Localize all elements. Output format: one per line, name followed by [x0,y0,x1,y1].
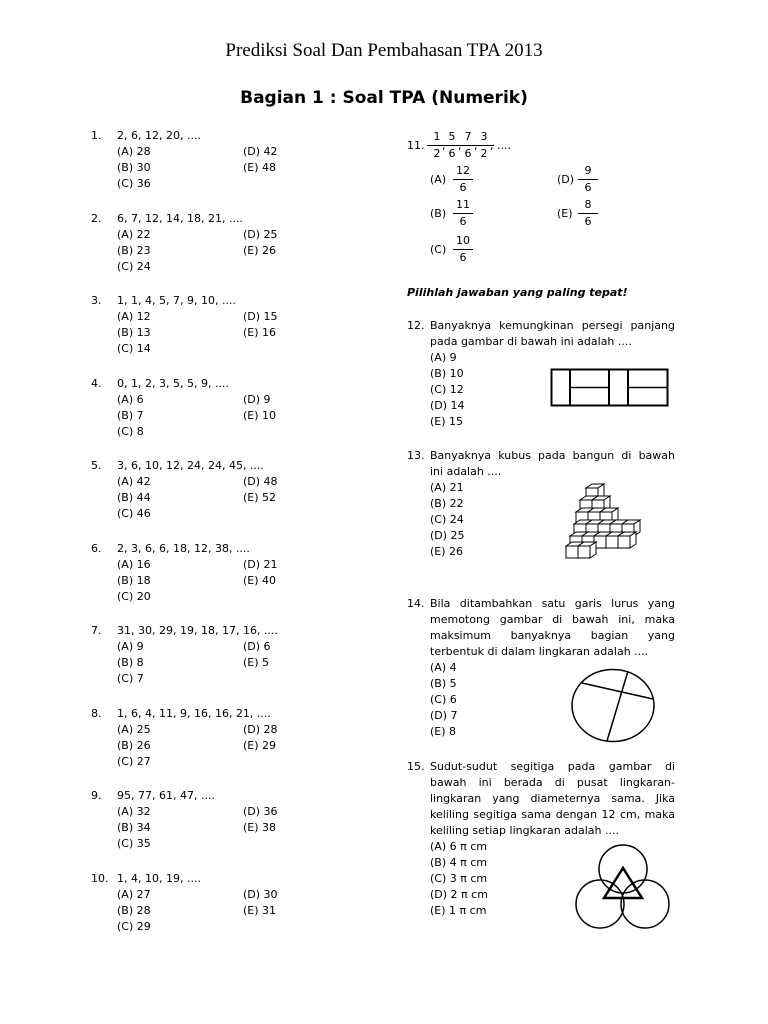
option-d: (D) 2 π cm [430,888,488,901]
question-stem [430,448,675,480]
option-e: (E) 26 [430,545,464,558]
option-a: (A) 22 [117,228,151,241]
option-a: (A) 25 [117,723,151,736]
sequence-tail: , .... [490,139,511,152]
option-b: (B) 4 π cm [430,856,488,869]
option-a-fraction: 12 6 [451,164,475,195]
instruction-text: Pilihlah jawaban yang paling tepat! [407,286,628,299]
question-number: 4. [91,377,102,390]
option-d: (D) 7 [430,709,458,722]
option-d: (D) 14 [430,399,465,412]
option-d: (D) 36 [243,805,278,818]
option-c: (C) 24 [430,513,464,526]
option-e: (E) 16 [243,326,277,339]
cubes-figure [560,480,660,562]
option-a: (A) 4 [430,661,457,674]
question-number: 3. [91,294,102,307]
question-number: 12. [407,319,425,332]
stem-line: Sudut-sudut segitiga pada gambar di [430,760,675,773]
separator: , [442,139,446,152]
option-c: (C) 24 [117,260,151,273]
circle-chords-figure [571,668,656,743]
option-label-e: (E) [557,207,573,220]
question-number: 9. [91,789,102,802]
option-c: (C) 27 [117,755,151,768]
fraction-term-1: 1 2 [425,130,449,161]
option-a: (A) 42 [117,475,151,488]
option-e: (E) 31 [243,904,277,917]
option-e: (E) 48 [243,161,277,174]
option-a: (A) 16 [117,558,151,571]
separator: , [474,139,478,152]
option-c: (C) 6 [430,693,457,706]
option-d: (D) 25 [243,228,278,241]
option-e: (E) 5 [243,656,270,669]
option-c: (C) 35 [117,837,151,850]
option-c: (C) 12 [430,383,464,396]
stem-line: ini adalah .... [430,465,502,478]
stem-line: Bila ditambahkan satu garis lurus yang [430,597,675,610]
option-b: (B) 23 [117,244,151,257]
question-stem [430,318,675,350]
option-d: (D) 9 [243,393,271,406]
option-label-c: (C) [430,243,447,256]
question-sequence: 1, 1, 4, 5, 7, 9, 10, .... [117,294,236,307]
option-b: (B) 13 [117,326,151,339]
question-number: 6. [91,542,102,555]
option-a: (A) 21 [430,481,464,494]
option-c: (C) 3 π cm [430,872,488,885]
question-number: 10. [91,872,109,885]
option-b: (B) 8 [117,656,144,669]
question-number: 11. [407,139,425,152]
question-number: 1. [91,129,102,142]
stem-line: bawah ini berada di pusat lingkaran- [430,776,675,789]
option-c: (C) 20 [117,590,151,603]
option-c: (C) 7 [117,672,144,685]
stem-line: pada gambar di bawah ini adalah .... [430,335,632,348]
option-c: (C) 8 [117,425,144,438]
option-a: (A) 27 [117,888,151,901]
option-d: (D) 15 [243,310,278,323]
question-number: 8. [91,707,102,720]
option-a: (A) 12 [117,310,151,323]
option-label-b: (B) [430,207,447,220]
option-d: (D) 28 [243,723,278,736]
option-a: (A) 9 [430,351,457,364]
question-sequence: 2, 6, 12, 20, .... [117,129,201,142]
option-d: (D) 42 [243,145,278,158]
option-e: (E) 52 [243,491,277,504]
circles-triangle-figure [574,838,670,930]
option-b: (B) 30 [117,161,151,174]
question-sequence: 95, 77, 61, 47, .... [117,789,215,802]
fraction-term-4: 3 2 [472,130,496,161]
option-e: (E) 40 [243,574,277,587]
option-d: (D) 21 [243,558,278,571]
stem-line: memotong gambar di bawah ini, maka [430,613,675,626]
question-number: 7. [91,624,102,637]
question-sequence: 3, 6, 10, 12, 24, 24, 45, .... [117,459,264,472]
option-a: (A) 32 [117,805,151,818]
option-d: (D) 25 [430,529,465,542]
option-e-fraction: 8 6 [576,198,600,229]
option-b: (B) 10 [430,367,464,380]
option-c: (C) 36 [117,177,151,190]
option-b: (B) 22 [430,497,464,510]
option-b: (B) 26 [117,739,151,752]
fraction-term-3: 7 6 [456,130,480,161]
question-number: 2. [91,212,102,225]
option-e: (E) 38 [243,821,277,834]
question-stem [430,759,675,839]
option-d: (D) 48 [243,475,278,488]
fraction-term-2: 5 6 [440,130,464,161]
option-b-fraction: 11 6 [451,198,475,229]
option-c-fraction: 10 6 [451,234,475,265]
option-e: (E) 15 [430,415,464,428]
separator: , [458,139,462,152]
section-title: Bagian 1 : Soal TPA (Numerik) [240,88,528,108]
stem-line: lingkaran yang diameternya sama. Jika [430,792,675,805]
cube-18 [578,542,596,558]
option-a: (A) 9 [117,640,144,653]
page-header: Prediksi Soal Dan Pembahasan TPA 2013 [225,40,543,61]
option-label-a: (A) [430,173,447,186]
option-b: (B) 44 [117,491,151,504]
stem-line: keliling segitiga sama dengan 12 cm, maka [430,808,675,821]
question-stem [430,596,675,660]
option-e: (E) 8 [430,725,457,738]
rectangles-figure [551,369,668,406]
option-c: (C) 14 [117,342,151,355]
stem-line: terbentuk di dalam lingkaran adalah .... [430,645,649,658]
question-number: 5. [91,459,102,472]
stem-line: Banyaknya kemungkinan persegi panjang [430,319,675,332]
option-c: (C) 46 [117,507,151,520]
option-a: (A) 6 [117,393,144,406]
option-e: (E) 1 π cm [430,904,487,917]
option-b: (B) 5 [430,677,457,690]
question-sequence: 1, 6, 4, 11, 9, 16, 16, 21, .... [117,707,271,720]
stem-line: keliling setiap lingkaran adalah .... [430,824,619,837]
option-e: (E) 10 [243,409,277,422]
option-d: (D) 6 [243,640,271,653]
question-number: 15. [407,760,425,773]
option-b: (B) 7 [117,409,144,422]
stem-line: maksimum banyaknya bagian yang [430,629,675,642]
option-a: (A) 28 [117,145,151,158]
option-label-d: (D) [557,173,575,186]
option-e: (E) 29 [243,739,277,752]
question-number: 13. [407,449,425,462]
stem-line: Banyaknya kubus pada bangun di bawah [430,449,675,462]
question-sequence: 1, 4, 10, 19, .... [117,872,201,885]
option-a: (A) 6 π cm [430,840,487,853]
option-d-fraction: 9 6 [576,164,600,195]
option-b: (B) 18 [117,574,151,587]
question-number: 14. [407,597,425,610]
question-sequence: 6, 7, 12, 14, 18, 21, .... [117,212,243,225]
option-b: (B) 28 [117,904,151,917]
cube-16 [618,532,636,548]
option-b: (B) 34 [117,821,151,834]
question-sequence: 2, 3, 6, 6, 18, 12, 38, .... [117,542,250,555]
question-sequence: 31, 30, 29, 19, 18, 17, 16, .... [117,624,278,637]
option-e: (E) 26 [243,244,277,257]
question-sequence: 0, 1, 2, 3, 5, 5, 9, .... [117,377,229,390]
option-d: (D) 30 [243,888,278,901]
option-c: (C) 29 [117,920,151,933]
